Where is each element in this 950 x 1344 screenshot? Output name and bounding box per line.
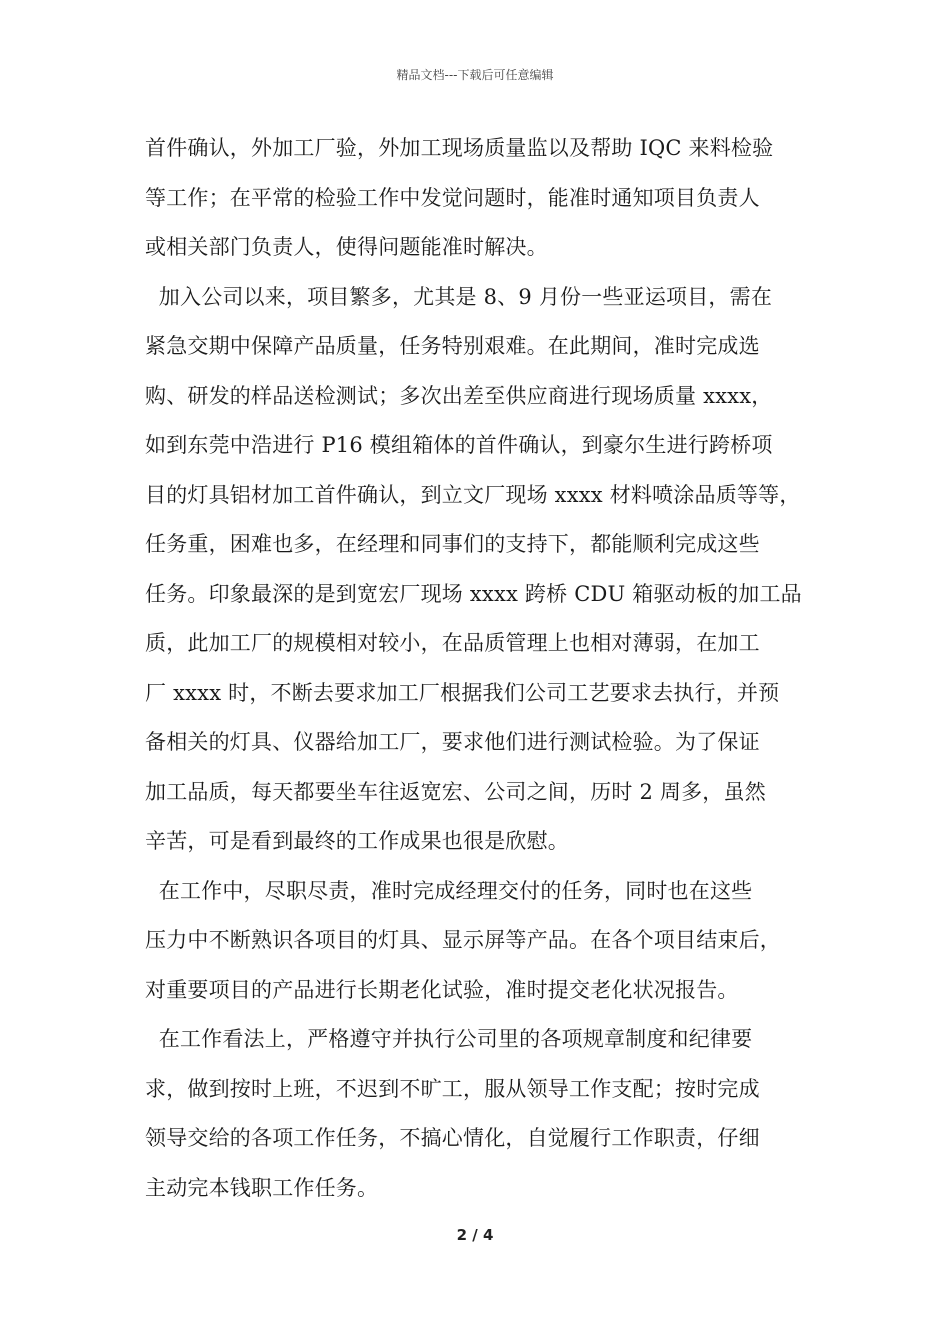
text-line: 质，此加工厂的规模相对较小，在品质管理上也相对薄弱，在加工 [145,631,760,655]
text-line: 主动完本钱职工作任务。 [145,1175,379,1200]
text-line: 对重要项目的产品进行长期老化试验，准时提交老化状况报告。 [145,977,739,1002]
document-body [145,124,825,1213]
text-line: 在工作中，尽职尽责，准时完成经理交付的任务，同时也在这些 [145,878,753,903]
paragraph-3 [145,867,825,1016]
paragraph-4 [145,1015,825,1213]
text-line: 等工作；在平常的检验工作中发觉问题时，能准时通知项目负责人 [145,185,760,210]
paragraph-1 [145,124,825,273]
text-line: 首件确认，外加工厂验，外加工现场质量监以及帮助 IQC 来料检验 [145,136,774,160]
text-line: 辛苦，可是看到最终的工作成果也很是欣慰。 [145,829,569,853]
text-line: 加工品质，每天都要坐车往返宽宏、公司之间，历时 2 周多，虽然 [145,779,766,804]
text-line: 备相关的灯具、仪器给加工厂，要求他们进行测试检验。为了保证 [145,730,760,754]
text-line: 或相关部门负责人，使得问题能准时解决。 [145,235,548,259]
paragraph-2 [145,273,825,867]
text-line: 厂 xxxx 时，不断去要求加工厂根据我们公司工艺要求去执行，并预 [145,680,780,705]
text-line: 任务重，困难也多，在经理和同事们的支持下，都能顺利完成这些 [145,532,760,556]
text-line: 领导交给的各项工作任务，不搞心情化，自觉履行工作职责，仔细 [145,1126,760,1150]
text-line: 加入公司以来，项目繁多，尤其是 8、9 月份一些亚运项目，需在 [145,284,773,309]
page-header: 精品文档---下载后可任意编辑 [396,68,554,82]
text-line: 任务。印象最深的是到宽宏厂现场 xxxx 跨桥 CDU 箱驱动板的加工品 [145,581,802,606]
text-line: 在工作看法上，严格遵守并执行公司里的各项规章制度和纪律要 [145,1027,753,1051]
text-line: 购、研发的样品送检测试；多次出差至供应商进行现场质量 xxxx， [145,383,773,408]
text-line: 求，做到按时上班，不迟到不旷工，服从领导工作支配；按时完成 [145,1076,760,1101]
text-line: 压力中不断熟识各项目的灯具、显示屏等产品。在各个项目结束后， [145,928,781,952]
text-line: 目的灯具铝材加工首件确认，到立文厂现场 xxxx 材料喷涂品质等等， [145,482,801,507]
page-number: 2 / 4 [456,1226,494,1244]
text-line: 紧急交期中保障产品质量，任务特别艰难。在此期间，准时完成选 [145,334,760,358]
text-line: 如到东莞中浩进行 P16 模组箱体的首件确认，到豪尔生进行跨桥项 [145,433,773,457]
